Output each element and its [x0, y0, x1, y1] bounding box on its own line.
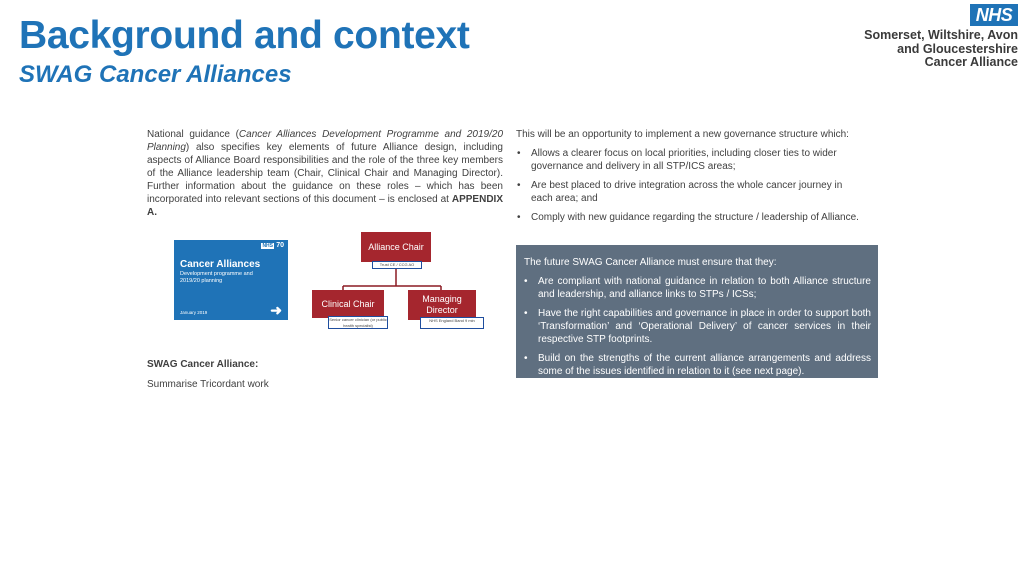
clinical-chair-tag: Senior cancer clinician (or public health specialist)	[329, 317, 387, 328]
callout-lead: The future SWAG Cancer Alliance must ensure that they:	[524, 257, 777, 268]
alliance-logo	[856, 2, 1022, 68]
callout-list	[524, 275, 871, 378]
logo-line-3: Cancer Alliance	[924, 55, 1018, 69]
page-title: Background and context	[19, 14, 470, 57]
managing-director-box	[408, 290, 476, 320]
list-item: • Are compliant with national guidance in relation to both Alliance structure and leadership, and alliance links to STPs / ICSs;	[524, 275, 871, 301]
swag-summary: Summarise Tricordant work	[147, 379, 269, 390]
leadership-org-chart	[310, 230, 490, 335]
arrow-right-icon: ➜	[270, 302, 282, 318]
nhs-logo: NHS	[970, 4, 1018, 26]
alliance-chair-label: Alliance Chair	[368, 241, 424, 252]
intro-paragraph	[147, 128, 503, 219]
clinical-chair-box	[312, 290, 384, 318]
intro-text-2: ) also specifies key elements of future Alliance design, including aspects of Alliance Board responsibilities and the role of the three key members of the Alliance leadership team (Chair, Clinical Chair and Managing Director). Further information about the guidance on these roles – which has been incorporated into relevant sections of this document – is enclosed at	[147, 142, 503, 205]
appendix-reference: APPENDIX A.	[147, 194, 503, 218]
cover-date: January 2019	[180, 310, 208, 315]
list-item: • Comply with new guidance regarding the structure / leadership of Alliance.	[516, 211, 866, 224]
cover-subtitle: Development programme and 2019/20 planning	[180, 271, 253, 284]
alliance-chair-box	[361, 232, 431, 262]
cover-70-logo: 70	[276, 242, 284, 249]
logo-line-1: Somerset, Wiltshire, Avon	[864, 28, 1018, 42]
list-item: • Have the right capabilities and governance in place in order to support both ‘Transformation’ and ‘Operational Delivery’ of cancer services in their respective STP footprints.	[524, 307, 871, 346]
list-item: • Build on the strengths of the current alliance arrangements and address some of the issues identified in relation to it (see next page).	[524, 352, 871, 378]
cover-nhs-logo: NHS	[262, 243, 273, 249]
page-subtitle: SWAG Cancer Alliances	[19, 61, 292, 88]
intro-text-1: National guidance (	[147, 129, 239, 140]
future-alliance-callout	[516, 245, 878, 378]
list-item: • Allows a clearer focus on local priorities, including closer ties to wider governance and delivery in all STP/ICS areas;	[516, 147, 866, 173]
guidance-cover-image	[174, 240, 288, 320]
cover-title: Cancer Alliances	[180, 259, 261, 270]
governance-list	[516, 147, 866, 230]
swag-heading: SWAG Cancer Alliance:	[147, 359, 259, 370]
logo-line-2: and Gloucestershire	[897, 42, 1018, 56]
guidance-title: Cancer Alliances Development Programme and 2019/20 Planning	[147, 129, 504, 153]
clinical-chair-label: Clinical Chair	[321, 298, 375, 309]
list-item: • Are best placed to drive integration across the whole cancer journey in each area; and	[516, 179, 866, 205]
governance-lead: This will be an opportunity to implement a new governance structure which:	[516, 129, 849, 140]
managing-director-label-1: Managing	[422, 294, 462, 304]
managing-director-label-2: Director	[426, 305, 458, 315]
managing-director-tag: NHS England Band 9 min	[420, 317, 484, 329]
alliance-chair-tag: Trust CE / CCG AO	[372, 261, 422, 269]
